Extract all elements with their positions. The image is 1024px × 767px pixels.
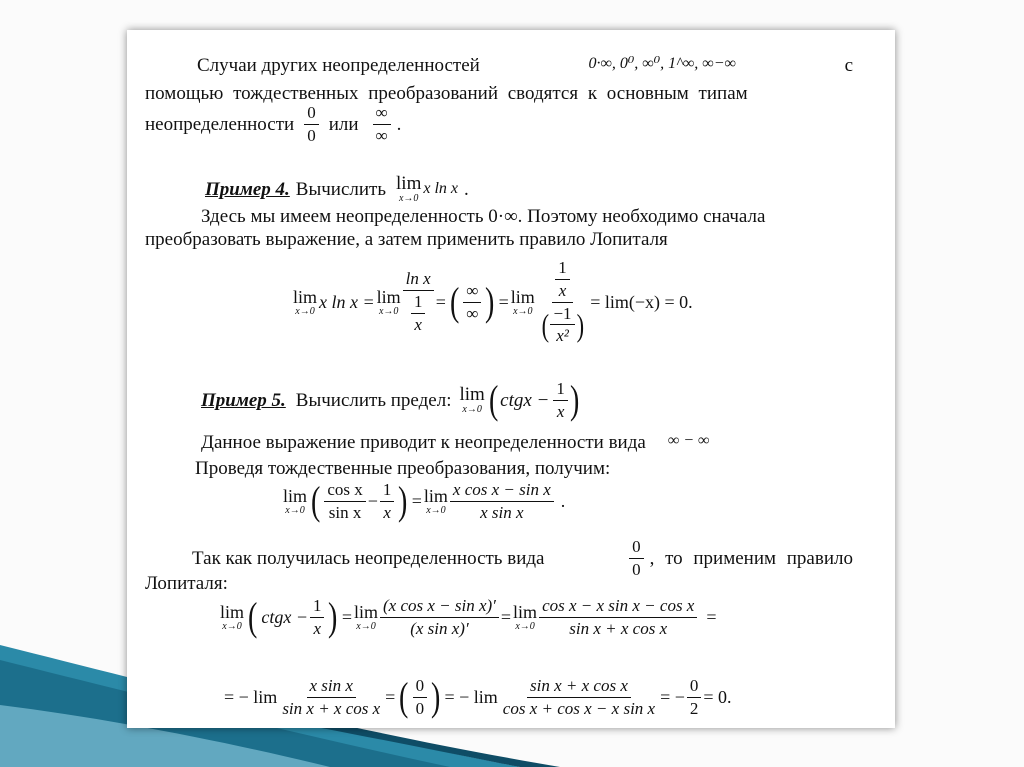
- limit-operator: lim x→0: [353, 601, 378, 632]
- limit-operator: lim x→0: [513, 601, 538, 632]
- example-5-text-3: Так как получилась неопределенность вида $\frac{0}{0}$ , то применим правило: [192, 537, 853, 579]
- limit-operator: lim x→0: [376, 286, 401, 317]
- fraction-zero-over-two: $\frac{0}{2}$: [687, 677, 702, 718]
- fraction-cos-over-sin: $\frac{\text{cos x}}{\text{sin x}}$: [324, 481, 365, 522]
- document-page: [127, 30, 895, 728]
- fraction-derivatives: $\frac{1}{x}$ ( $\frac{-1}{\text{x²}}$ ): [541, 257, 584, 346]
- fraction-one-over-x: $\frac{1}{x}$: [380, 481, 395, 522]
- example-5-heading: Пример 5. Вычислить предел: lim x→0 ( ctgx − $\frac{1}{x}$ ): [201, 377, 580, 423]
- fraction-zero-over-zero: $\frac{0}{0}$: [413, 677, 428, 718]
- intro-line-3: неопределенности $\frac{0}{0}$ или $\frac{\infty}{\infty}$ .: [145, 103, 402, 145]
- example-5-text-1: Данное выражение приводит к неопределенности вида ∞ − ∞: [201, 432, 710, 453]
- indeterminate-forms: 0·∞, 0⁰, ∞⁰, 1^∞, ∞−∞: [588, 55, 736, 72]
- example-5-text-4: Лопиталя:: [145, 573, 228, 594]
- fraction-zero-over-zero: $\frac{0}{0}$: [304, 104, 319, 145]
- fraction-inf-over-inf: $\frac{\infty}{\infty}$: [463, 282, 481, 323]
- limit-operator: lim x→0: [423, 485, 448, 516]
- intro-line-1: Случаи других неопределенностей 0·∞, 0⁰, ∞⁰, 1^∞, ∞−∞ с: [197, 55, 853, 76]
- intro-line-2: помощью тождественных преобразований сводятся к основным типам: [145, 83, 748, 104]
- example-5-equation-1: lim x→0 ( $\frac{\text{cos x}}{\text{sin x}}$ − $\frac{1}{x}$ ) = lim x→0 $\frac{\text{x cos x − sin x}}{\text{x sin x}}$ .: [283, 478, 566, 523]
- limit-operator: lim x→0: [220, 601, 245, 632]
- fraction-second-derivative: $\frac{\text{sin x + x cos x}}{\text{cos x + cos x − x sin x}}$: [502, 675, 656, 718]
- fraction-combined: $\frac{\text{x cos x − sin x}}{\text{x sin x}}$: [450, 481, 554, 522]
- fraction-lnx-over-1x: $\frac{\text{ln x}}{\frac{1}{x}}$: [403, 270, 434, 334]
- limit-operator: lim x→0: [283, 485, 308, 516]
- example-5-equation-2: lim x→0 ( ctgx − $\frac{1}{x}$ ) = lim x→0 $\frac{\text{(x cos x − sin x)′}}{\text{(x sin x)′}}$ = lim x→0 $\frac{\text{cos x − x sin x − cos x}}{\text{sin x + x cos x}}$ =: [220, 594, 717, 639]
- fraction-derivative-ratio: $\frac{\text{(x cos x − sin x)′}}{\text{(x sin x)′}}$: [380, 597, 499, 638]
- fraction-one-over-x: $\frac{1}{x}$: [553, 380, 568, 421]
- fraction-expanded: $\frac{\text{cos x − x sin x − cos x}}{\text{sin x + x cos x}}$: [539, 597, 697, 638]
- example-5-equation-3: = − lim $\frac{\text{x sin x}}{\text{sin x + x cos x}}$ = ( $\frac{0}{0}$ ) = − lim $\frac{\text{sin x + x cos x}}{\text{cos x + cos x − x sin x}}$ = − $\frac{0}{2}$ = 0.: [224, 674, 732, 719]
- limit-operator: lim x→0: [459, 384, 485, 416]
- example-4-equation: lim x→0 x ln x = lim x→0 $\frac{\text{ln x}}{\frac{1}{x}}$ = ( $\frac{\infty}{\infty}$ ) = lim x→0 $\frac{1}{x}$ ( $\frac{-1}{\text{x²}}$ ) = lim(−x) = 0.: [293, 257, 693, 346]
- example-4-text-2: преобразовать выражение, а затем применить правило Лопиталя: [145, 229, 668, 250]
- fraction-zero-over-zero: $\frac{0}{0}$: [629, 538, 644, 579]
- limit-operator: lim x→0: [510, 286, 535, 317]
- fraction-xsinx: $\frac{\text{x sin x}}{\text{sin x + x cos x}}$: [282, 675, 381, 718]
- example-4-heading: Пример 4. Вычислить lim x→0 x ln x .: [205, 173, 469, 204]
- fraction-inf-over-inf: $\frac{\infty}{\infty}$: [373, 104, 391, 145]
- fraction-one-over-x: $\frac{1}{x}$: [310, 597, 325, 638]
- example-5-text-2: Проведя тождественные преобразования, получим:: [195, 458, 611, 479]
- limit-operator: lim x→0: [396, 173, 422, 204]
- example-4-text-1: Здесь мы имеем неопределенность 0·∞. Поэтому необходимо сначала: [201, 206, 766, 227]
- limit-operator: lim x→0: [293, 286, 318, 317]
